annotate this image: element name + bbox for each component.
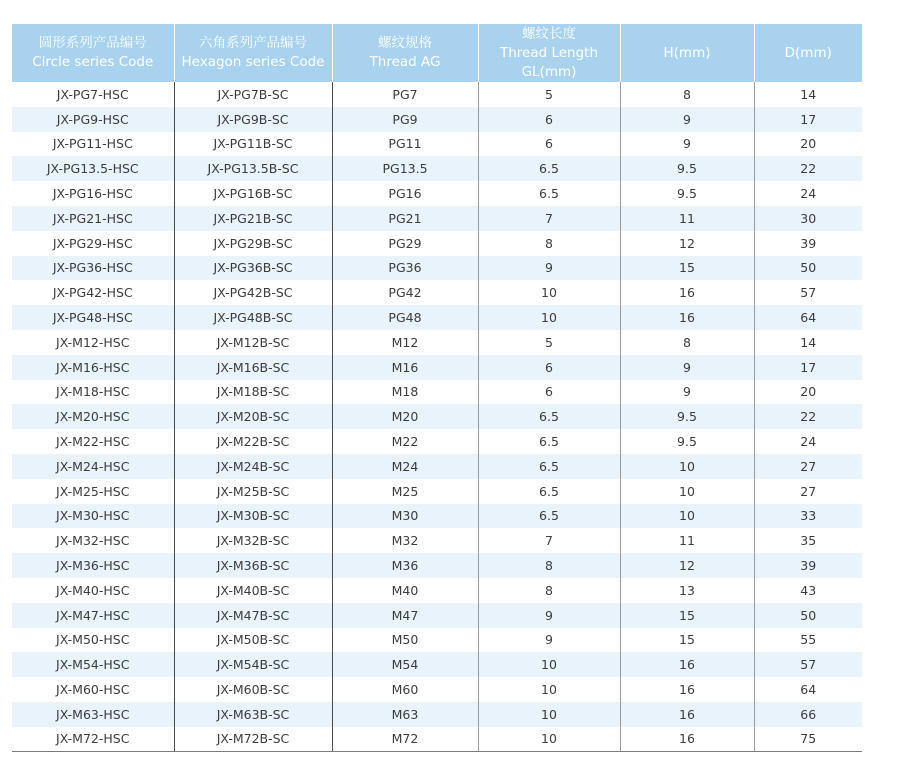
h-cell: 10 (620, 479, 754, 504)
thread-length-cell: 10 (478, 727, 620, 752)
hexagon-code-cell: JX-PG42B-SC (174, 280, 332, 305)
hexagon-code-cell: JX-PG13.5B-SC (174, 156, 332, 181)
circle-code-cell: JX-M63-HSC (12, 702, 174, 727)
header-d (754, 24, 862, 82)
hexagon-code-cell: JX-M16B-SC (174, 355, 332, 380)
d-cell: 20 (754, 380, 862, 405)
circle-code-cell: JX-PG42-HSC (12, 280, 174, 305)
table-row (12, 528, 862, 553)
h-cell: 16 (620, 305, 754, 330)
h-cell: 15 (620, 256, 754, 281)
thread-ag-cell: M22 (332, 429, 478, 454)
h-cell: 16 (620, 280, 754, 305)
circle-code-cell: JX-PG48-HSC (12, 305, 174, 330)
d-cell: 24 (754, 429, 862, 454)
d-cell: 22 (754, 404, 862, 429)
hexagon-code-cell: JX-M63B-SC (174, 702, 332, 727)
header-zh: 螺纹长度 (522, 25, 576, 42)
h-cell: 16 (620, 652, 754, 677)
circle-code-cell: JX-M36-HSC (12, 553, 174, 578)
h-cell: 15 (620, 628, 754, 653)
thread-ag-cell: PG42 (332, 280, 478, 305)
table-row (12, 603, 862, 628)
table-row (12, 727, 862, 752)
thread-ag-cell: M63 (332, 702, 478, 727)
d-cell: 66 (754, 702, 862, 727)
circle-code-cell: JX-M50-HSC (12, 628, 174, 653)
d-cell: 57 (754, 280, 862, 305)
hexagon-code-cell: JX-M36B-SC (174, 553, 332, 578)
thread-length-cell: 8 (478, 231, 620, 256)
d-cell: 39 (754, 231, 862, 256)
thread-ag-cell: PG7 (332, 82, 478, 107)
header-h (620, 24, 754, 82)
header-en: H(mm) (663, 44, 711, 61)
thread-length-cell: 8 (478, 578, 620, 603)
thread-length-cell: 9 (478, 256, 620, 281)
d-cell: 39 (754, 553, 862, 578)
thread-length-cell: 9 (478, 603, 620, 628)
h-cell: 8 (620, 330, 754, 355)
circle-code-cell: JX-M72-HSC (12, 727, 174, 752)
table-row (12, 82, 862, 107)
thread-length-cell: 6.5 (478, 429, 620, 454)
hexagon-code-cell: JX-PG16B-SC (174, 181, 332, 206)
h-cell: 9 (620, 380, 754, 405)
thread-ag-cell: M30 (332, 504, 478, 529)
hexagon-code-cell: JX-M47B-SC (174, 603, 332, 628)
hexagon-code-cell: JX-M60B-SC (174, 677, 332, 702)
d-cell: 17 (754, 107, 862, 132)
thread-length-cell: 9 (478, 628, 620, 653)
thread-ag-cell: M18 (332, 380, 478, 405)
d-cell: 55 (754, 628, 862, 653)
d-cell: 75 (754, 727, 862, 752)
thread-ag-cell: PG48 (332, 305, 478, 330)
d-cell: 27 (754, 479, 862, 504)
table-row (12, 256, 862, 281)
thread-length-cell: 10 (478, 305, 620, 330)
thread-length-cell: 6.5 (478, 479, 620, 504)
thread-length-cell: 6 (478, 380, 620, 405)
thread-ag-cell: M50 (332, 628, 478, 653)
table-row (12, 652, 862, 677)
header-en: Thread AG (369, 54, 441, 70)
header-circle-code (12, 24, 174, 82)
header-unit: GL(mm) (521, 63, 577, 80)
circle-code-cell: JX-PG21-HSC (12, 206, 174, 231)
circle-code-cell: JX-M47-HSC (12, 603, 174, 628)
table-row (12, 504, 862, 529)
table-row (12, 156, 862, 181)
circle-code-cell: JX-M54-HSC (12, 652, 174, 677)
thread-ag-cell: M12 (332, 330, 478, 355)
thread-ag-cell: M47 (332, 603, 478, 628)
hexagon-code-cell: JX-M20B-SC (174, 404, 332, 429)
h-cell: 9.5 (620, 429, 754, 454)
circle-code-cell: JX-PG29-HSC (12, 231, 174, 256)
d-cell: 64 (754, 305, 862, 330)
thread-length-cell: 6 (478, 132, 620, 157)
circle-code-cell: JX-M20-HSC (12, 404, 174, 429)
thread-ag-cell: M60 (332, 677, 478, 702)
table-row (12, 553, 862, 578)
h-cell: 13 (620, 578, 754, 603)
table-row (12, 107, 862, 132)
h-cell: 12 (620, 553, 754, 578)
table-row (12, 380, 862, 405)
thread-ag-cell: PG11 (332, 132, 478, 157)
d-cell: 27 (754, 454, 862, 479)
hexagon-code-cell: JX-M50B-SC (174, 628, 332, 653)
hexagon-code-cell: JX-PG11B-SC (174, 132, 332, 157)
header-zh: 螺纹规格 (378, 35, 432, 51)
d-cell: 14 (754, 82, 862, 107)
hexagon-code-cell: JX-M18B-SC (174, 380, 332, 405)
circle-code-cell: JX-M12-HSC (12, 330, 174, 355)
thread-ag-cell: M36 (332, 553, 478, 578)
circle-code-cell: JX-PG11-HSC (12, 132, 174, 157)
d-cell: 50 (754, 603, 862, 628)
circle-code-cell: JX-M60-HSC (12, 677, 174, 702)
h-cell: 9 (620, 355, 754, 380)
circle-code-cell: JX-M16-HSC (12, 355, 174, 380)
d-cell: 20 (754, 132, 862, 157)
d-cell: 50 (754, 256, 862, 281)
header-en: Hexagon series Code (181, 54, 325, 70)
h-cell: 9 (620, 107, 754, 132)
hexagon-code-cell: JX-PG9B-SC (174, 107, 332, 132)
h-cell: 16 (620, 727, 754, 752)
table-row (12, 330, 862, 355)
d-cell: 43 (754, 578, 862, 603)
thread-length-cell: 7 (478, 528, 620, 553)
h-cell: 15 (620, 603, 754, 628)
h-cell: 16 (620, 677, 754, 702)
thread-ag-cell: M20 (332, 404, 478, 429)
header-en: Circle series Code (32, 54, 154, 70)
hexagon-code-cell: JX-M25B-SC (174, 479, 332, 504)
table-row (12, 132, 862, 157)
table-row (12, 429, 862, 454)
hexagon-code-cell: JX-M32B-SC (174, 528, 332, 553)
h-cell: 11 (620, 206, 754, 231)
hexagon-code-cell: JX-M22B-SC (174, 429, 332, 454)
thread-length-cell: 6 (478, 107, 620, 132)
thread-length-cell: 6.5 (478, 504, 620, 529)
thread-length-cell: 10 (478, 702, 620, 727)
table-row (12, 628, 862, 653)
d-cell: 35 (754, 528, 862, 553)
table-row (12, 206, 862, 231)
circle-code-cell: JX-M18-HSC (12, 380, 174, 405)
h-cell: 9.5 (620, 181, 754, 206)
thread-length-cell: 6.5 (478, 404, 620, 429)
header-thread-ag (332, 24, 478, 82)
h-cell: 8 (620, 82, 754, 107)
table-body (12, 82, 862, 752)
thread-ag-cell: M25 (332, 479, 478, 504)
h-cell: 16 (620, 702, 754, 727)
header-zh: 圆形系列产品编号 (38, 35, 147, 51)
thread-ag-cell: M24 (332, 454, 478, 479)
circle-code-cell: JX-M24-HSC (12, 454, 174, 479)
d-cell: 14 (754, 330, 862, 355)
h-cell: 10 (620, 504, 754, 529)
circle-code-cell: JX-PG16-HSC (12, 181, 174, 206)
circle-code-cell: JX-M40-HSC (12, 578, 174, 603)
table-header (12, 24, 862, 82)
table-row (12, 578, 862, 603)
h-cell: 9.5 (620, 156, 754, 181)
hexagon-code-cell: JX-PG48B-SC (174, 305, 332, 330)
thread-ag-cell: M32 (332, 528, 478, 553)
table-row (12, 305, 862, 330)
circle-code-cell: JX-PG7-HSC (12, 82, 174, 107)
hexagon-code-cell: JX-M24B-SC (174, 454, 332, 479)
header-hexagon-code (174, 24, 332, 82)
thread-ag-cell: PG16 (332, 181, 478, 206)
thread-length-cell: 6.5 (478, 181, 620, 206)
header-en: Thread Length (499, 44, 599, 61)
thread-length-cell: 6.5 (478, 156, 620, 181)
hexagon-code-cell: JX-PG21B-SC (174, 206, 332, 231)
thread-length-cell: 5 (478, 330, 620, 355)
thread-length-cell: 7 (478, 206, 620, 231)
thread-ag-cell: M72 (332, 727, 478, 752)
circle-code-cell: JX-M32-HSC (12, 528, 174, 553)
header-zh: 六角系列产品编号 (199, 35, 307, 51)
d-cell: 24 (754, 181, 862, 206)
table-row (12, 355, 862, 380)
hexagon-code-cell: JX-M72B-SC (174, 727, 332, 752)
circle-code-cell: JX-M22-HSC (12, 429, 174, 454)
hexagon-code-cell: JX-PG7B-SC (174, 82, 332, 107)
thread-ag-cell: M40 (332, 578, 478, 603)
table-row (12, 181, 862, 206)
thread-length-cell: 10 (478, 677, 620, 702)
hexagon-code-cell: JX-PG36B-SC (174, 256, 332, 281)
circle-code-cell: JX-M25-HSC (12, 479, 174, 504)
table-row (12, 404, 862, 429)
thread-ag-cell: PG29 (332, 231, 478, 256)
h-cell: 9.5 (620, 404, 754, 429)
hexagon-code-cell: JX-PG29B-SC (174, 231, 332, 256)
thread-length-cell: 8 (478, 553, 620, 578)
circle-code-cell: JX-M30-HSC (12, 504, 174, 529)
thread-length-cell: 6.5 (478, 454, 620, 479)
d-cell: 30 (754, 206, 862, 231)
h-cell: 9 (620, 132, 754, 157)
h-cell: 10 (620, 454, 754, 479)
d-cell: 33 (754, 504, 862, 529)
d-cell: 64 (754, 677, 862, 702)
circle-code-cell: JX-PG9-HSC (12, 107, 174, 132)
thread-ag-cell: PG13.5 (332, 156, 478, 181)
thread-ag-cell: PG9 (332, 107, 478, 132)
hexagon-code-cell: JX-M30B-SC (174, 504, 332, 529)
table-row (12, 702, 862, 727)
thread-ag-cell: M16 (332, 355, 478, 380)
h-cell: 12 (620, 231, 754, 256)
header-thread-length (478, 24, 620, 82)
thread-ag-cell: PG21 (332, 206, 478, 231)
thread-length-cell: 5 (478, 82, 620, 107)
hexagon-code-cell: JX-M40B-SC (174, 578, 332, 603)
d-cell: 17 (754, 355, 862, 380)
thread-length-cell: 10 (478, 280, 620, 305)
table-row (12, 280, 862, 305)
thread-ag-cell: PG36 (332, 256, 478, 281)
table-row (12, 677, 862, 702)
table-row (12, 479, 862, 504)
spec-table (12, 24, 862, 752)
table-row (12, 454, 862, 479)
hexagon-code-cell: JX-M12B-SC (174, 330, 332, 355)
hexagon-code-cell: JX-M54B-SC (174, 652, 332, 677)
header-row (12, 24, 862, 82)
circle-code-cell: JX-PG36-HSC (12, 256, 174, 281)
thread-length-cell: 6 (478, 355, 620, 380)
thread-length-cell: 10 (478, 652, 620, 677)
table-row (12, 231, 862, 256)
thread-ag-cell: M54 (332, 652, 478, 677)
h-cell: 11 (620, 528, 754, 553)
header-en: D(mm) (784, 44, 832, 61)
d-cell: 57 (754, 652, 862, 677)
d-cell: 22 (754, 156, 862, 181)
circle-code-cell: JX-PG13.5-HSC (12, 156, 174, 181)
